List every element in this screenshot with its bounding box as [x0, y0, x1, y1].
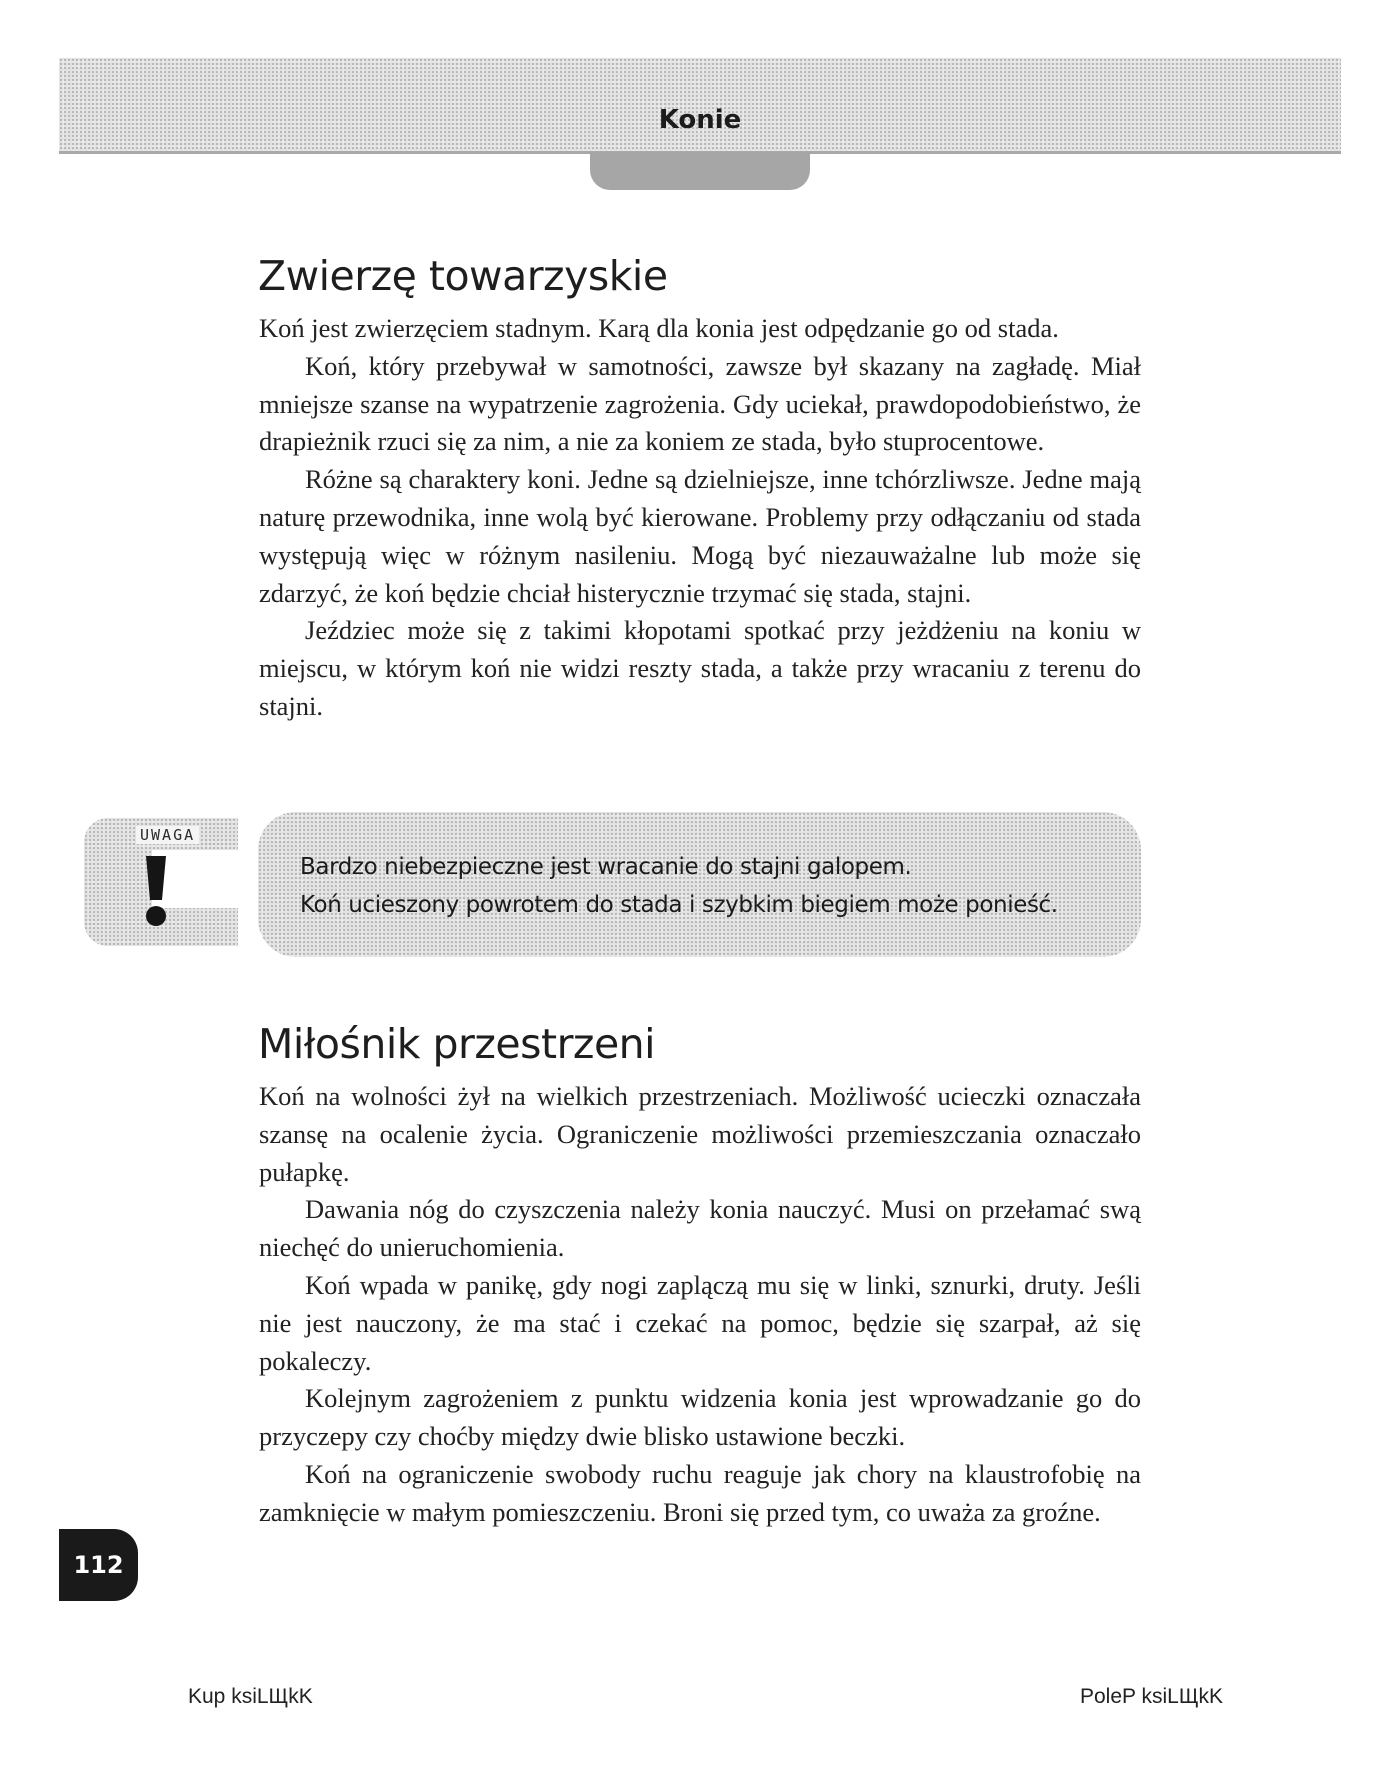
- section-body: [259, 1078, 1141, 1532]
- chapter-title: Konie: [658, 105, 742, 135]
- running-header: [59, 58, 1341, 154]
- warning-box: [258, 812, 1141, 957]
- header-tab: [590, 152, 810, 190]
- warning-line: Koń ucieszony powrotem do stada i szybkim biegiem może ponieść.: [300, 892, 1058, 918]
- warning-icon-box: [84, 818, 238, 946]
- recommend-book-link[interactable]: PoleP ksiLЩkK: [1080, 1685, 1224, 1708]
- section-heading: Zwierzę towarzyskie: [258, 252, 668, 300]
- warning-line: Bardzo niebezpieczne jest wracanie do stajni galopem.: [300, 854, 912, 880]
- paragraph: Koń jest zwierzęciem stadnym. Karą dla konia jest odpędzanie go od stada.: [259, 313, 1059, 343]
- paragraph: Koń wpada w panikę, gdy nogi zaplączą mu się w linki, sznurki, druty. Jeśli nie jest nauczony, że ma stać i czekać na pomoc, będzie się szarpał, aż się pokaleczy.: [259, 1269, 1141, 1376]
- section-heading: Miłośnik przestrzeni: [258, 1020, 656, 1068]
- paragraph: Koń na ograniczenie swobody ruchu reaguje jak chory na klaustrofobię na zamknięcie w małym pomieszczeniu. Broni się przed tym, co uważa za groźne.: [259, 1458, 1141, 1527]
- exclamation-icon: [136, 854, 176, 930]
- paragraph: Koń na wolności żył na wielkich przestrzeniach. Możliwość ucieczki oznaczała szansę na ocalenie życia. Ograniczenie możliwości przemieszczania oznaczało pułapkę.: [259, 1081, 1141, 1187]
- buy-book-link[interactable]: Kup ksiLЩkK: [188, 1685, 313, 1708]
- page-number: 112: [59, 1529, 138, 1601]
- paragraph: Jeździec może się z takimi kłopotami spotkać przy jeżdżeniu na koniu w miejscu, w którym koń nie widzi reszty stada, a także przy wracaniu z terenu do stajni.: [259, 615, 1141, 721]
- paragraph: Różne są charaktery koni. Jedne są dzielniejsze, inne tchórzliwsze. Jedne mają naturę przewodnika, inne wolą być kierowane. Problemy przy odłączaniu od stada występują więc w różnym nasileniu. Mogą być niezauważalne lub może się zdarzyć, że koń będzie chciał histerycznie trzymać się stada, stajni.: [259, 464, 1141, 608]
- warning-text: [300, 848, 1058, 924]
- paragraph: Dawania nóg do czyszczenia należy konia nauczyć. Musi on przełamać swą niechęć do unieruchomienia.: [259, 1194, 1141, 1263]
- paragraph: Kolejnym zagrożeniem z punktu widzenia konia jest wprowadzanie go do przyczepy czy choćby między dwie blisko ustawione beczki.: [259, 1383, 1141, 1452]
- section-body: [259, 310, 1141, 726]
- warning-label: UWAGA: [136, 826, 199, 844]
- paragraph: Koń, który przebywał w samotności, zawsze był skazany na zagładę. Miał mniejsze szanse na wypatrzenie zagrożenia. Gdy uciekał, prawdopodobieństwo, że drapieżnik rzuci się za nim, a nie za koniem ze stada, było stuprocentowe.: [259, 350, 1141, 457]
- warning-mark: [136, 854, 176, 930]
